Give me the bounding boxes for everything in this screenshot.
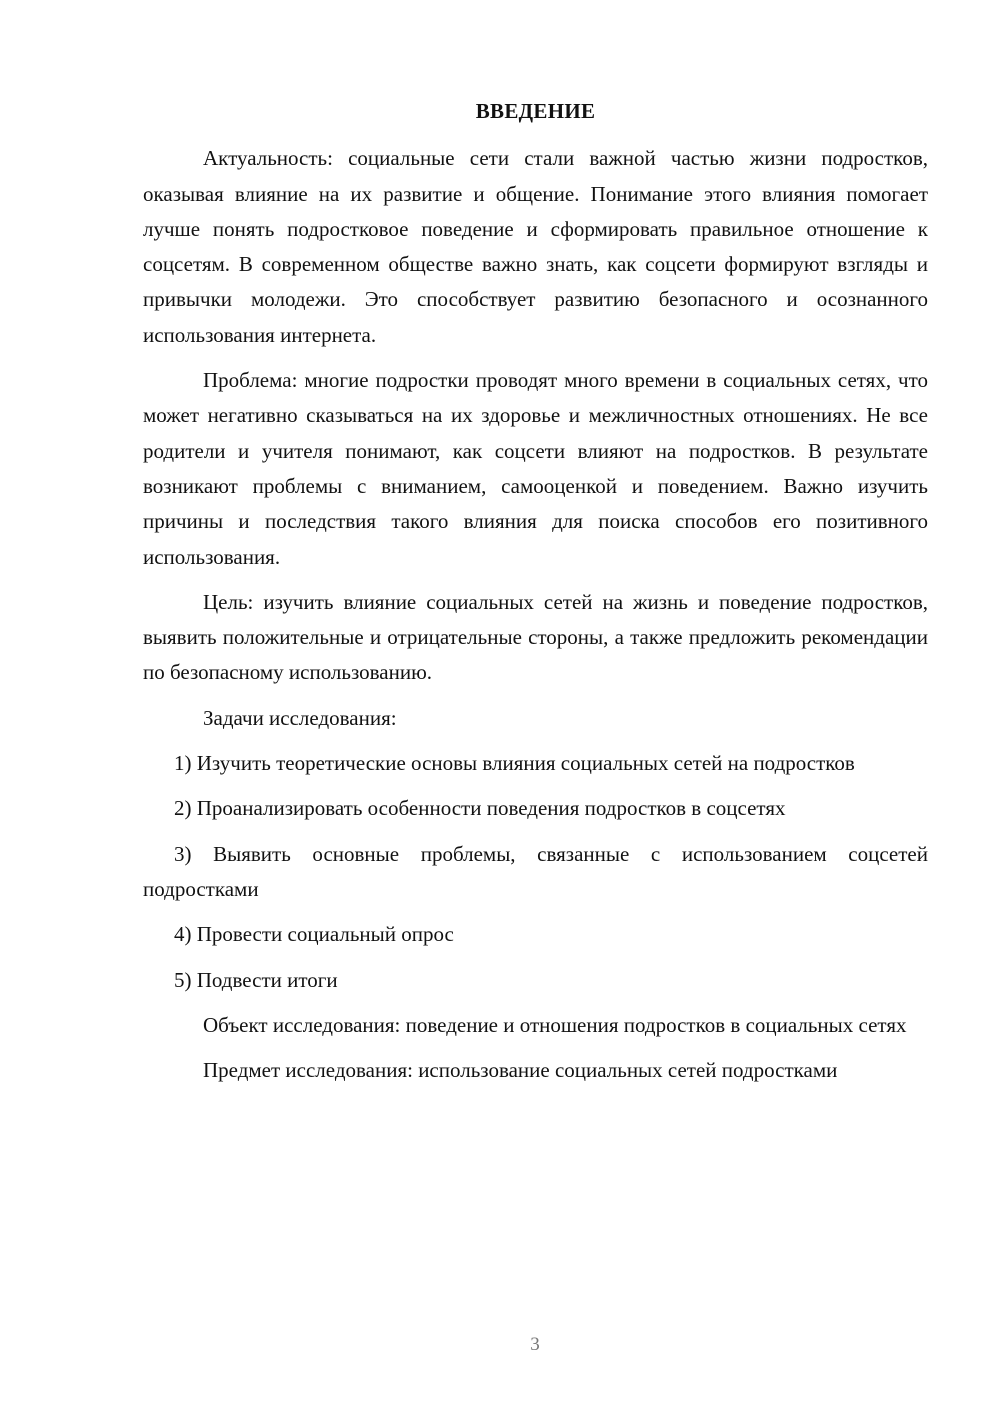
task-item: 1) Изучить теоретические основы влияния социальных сетей на подростков — [174, 751, 855, 776]
tasks-list — [143, 746, 928, 998]
task-item: 4) Провести социальный опрос — [174, 922, 454, 947]
problem-paragraph: Проблема: многие подростки проводят много времени в социальных сетях, что может негативно сказываться на их здоровье и межличностных отношениях. Не все родители и учителя понимают, как соцсети влияют на подростков. В результате возникают проблемы с вниманием, самооценкой и поведением. Важно изучить причины и последствия такого влияния для поиска способов его позитивного использования. — [143, 368, 928, 569]
task-item: 2) Проанализировать особенности поведения подростков в соцсетях — [174, 796, 786, 821]
relevance-paragraph: Актуальность: социальные сети стали важной частью жизни подростков, оказывая влияние на их развитие и общение. Понимание этого влияния помогает лучше понять подростковое поведение и сформировать правильное отношение к соцсетям. В современном обществе важно знать, как соцсети формируют взгляды и привычки молодежи. Это способствует развитию безопасного и осознанного использования интернета. — [143, 146, 928, 347]
task-item: 3) Выявить основные проблемы, связанные с использованием соцсетей подростками — [143, 841, 928, 901]
goal-paragraph: Цель: изучить влияние социальных сетей на жизнь и поведение подростков, выявить положительные и отрицательные стороны, а также предложить рекомендации по безопасному использованию. — [143, 589, 928, 685]
subject-paragraph: Предмет исследования: использование социальных сетей подростками — [203, 1058, 838, 1083]
section-heading: ВВЕДЕНИЕ — [475, 99, 596, 123]
page-number: 3 — [530, 1334, 540, 1355]
task-item: 5) Подвести итоги — [174, 967, 338, 992]
page-content — [143, 94, 928, 1098]
tasks-title: Задачи исследования: — [203, 705, 397, 730]
object-paragraph: Объект исследования: поведение и отношения подростков в социальных сетях — [203, 1012, 907, 1037]
